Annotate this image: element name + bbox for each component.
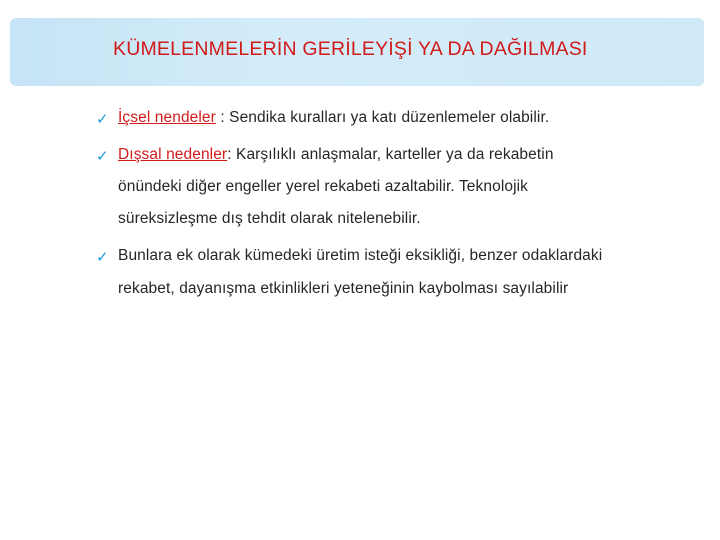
bullet-3-line-2: rekabet, dayanışma etkinlikleri yeteneğinin kaybolması sayılabilir [118, 280, 569, 297]
bullet-3-line-1: Bunlara ek olarak kümedeki üretim isteği eksikliği, benzer odaklardaki [118, 247, 603, 264]
checkmark-icon: ✓ [96, 148, 109, 165]
bullet-2-term: Dışsal nedenler [118, 146, 228, 163]
bullet-1-term: İçsel nendeler [118, 109, 216, 126]
checkmark-icon: ✓ [96, 249, 109, 266]
bullet-2-line-1 [118, 146, 554, 164]
slide-title: KÜMELENMELERİN GERİLEYİŞİ YA DA DAĞILMASI [113, 38, 588, 60]
bullet-1-text: : Sendika kuralları ya katı düzenlemeler olabilir. [215, 109, 550, 126]
checkmark-icon: ✓ [96, 111, 109, 128]
bullet-1-line-1 [118, 109, 549, 127]
bullet-2-line-3: süreksizleşme dış tehdit olarak nitelenebilir. [118, 210, 421, 227]
bullet-2-text: : Karşılıklı anlaşmalar, karteller ya da rekabetin [227, 146, 554, 163]
bullet-2-line-2: önündeki diğer engeller yerel rekabeti azaltabilir. Teknolojik [118, 178, 529, 195]
